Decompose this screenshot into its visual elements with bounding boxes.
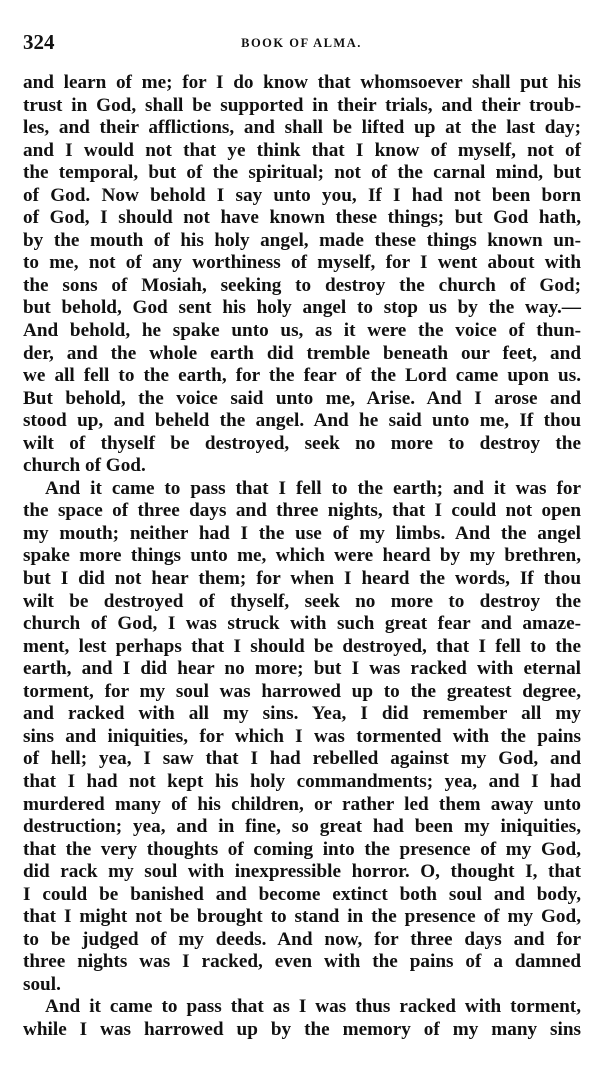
text-line: and learn of me; for I do know that whomsoever shall put his bbox=[23, 72, 581, 93]
text-line: der, and the whole earth did tremble beneath our feet, and bbox=[23, 342, 581, 364]
text-line: the sons of Mosiah, seeking to destroy the church of God; bbox=[23, 274, 581, 296]
text-line: spake more things unto me, which were heard by my brethren, bbox=[23, 545, 581, 567]
text-line: by the mouth of his holy angel, made these things known un- bbox=[23, 229, 581, 251]
text-line: church of God. bbox=[23, 455, 146, 477]
text-line: wilt be destroyed of thyself, seek no more to destroy the bbox=[23, 590, 581, 612]
text-line: ment, lest perhaps that I should be destroyed, that I fell to the bbox=[23, 635, 581, 657]
text-line: les, and their afflictions, and shall be lifted up at the last day; bbox=[23, 117, 581, 139]
text-line: wilt of thyself be destroyed, seek no more to destroy the bbox=[23, 432, 581, 454]
text-line: and racked with all my sins. Yea, I did remember all my bbox=[23, 703, 581, 725]
page-header bbox=[23, 30, 580, 54]
text-line: while I was harrowed up by the memory of my many sins bbox=[23, 1018, 581, 1040]
text-line: but behold, God sent his holy angel to stop us by the way.— bbox=[23, 297, 581, 319]
text-line: we all fell to the earth, for the fear of the Lord came upon us. bbox=[23, 365, 581, 387]
text-line: But behold, the voice said unto me, Arise. And I arose and bbox=[23, 387, 581, 409]
text-line: but I did not hear them; for when I heard the words, If thou bbox=[23, 568, 581, 590]
text-line: three nights was I racked, even with the pains of a damned bbox=[23, 951, 581, 973]
text-line: that I might not be brought to stand in the presence of my God, bbox=[23, 906, 581, 928]
text-line: torment, for my soul was harrowed up to the greatest degree, bbox=[23, 680, 581, 702]
text-line: I could be banished and become extinct both soul and body, bbox=[23, 883, 581, 905]
text-line: And it came to pass that I fell to the earth; and it was for bbox=[45, 477, 581, 499]
text-line: of God, I should not have known these things; but God hath, bbox=[23, 207, 581, 229]
text-line: did rack my soul with inexpressible horror. O, thought I, that bbox=[23, 861, 581, 883]
text-line: that I had not kept his holy commandments; yea, and I had bbox=[23, 770, 581, 792]
page-number: 324 bbox=[23, 30, 55, 54]
text-line: of hell; yea, I saw that I had rebelled against my God, and bbox=[23, 748, 581, 770]
text-line: stood up, and beheld the angel. And he said unto me, If thou bbox=[23, 410, 581, 432]
text-line: trust in God, shall be supported in their trials, and their troub- bbox=[23, 94, 581, 116]
text-line: murdered many of his children, or rather led them away unto bbox=[23, 793, 581, 815]
running-title: BOOK OF ALMA. bbox=[241, 36, 362, 50]
text-line: church of God, I was struck with such great fear and amaze- bbox=[23, 613, 581, 635]
text-line: and I would not that ye think that I know of myself, not of bbox=[23, 139, 581, 161]
text-line: to me, not of any worthiness of myself, for I went about with bbox=[23, 252, 581, 274]
text-line: sins and iniquities, for which I was tormented with the pains bbox=[23, 725, 581, 747]
text-line: the space of three days and three nights, that I could not open bbox=[23, 500, 581, 522]
text-line: earth, and I did hear no more; but I was racked with eternal bbox=[23, 658, 581, 680]
text-line: my mouth; neither had I the use of my limbs. And the angel bbox=[23, 522, 581, 544]
text-line: destruction; yea, and in fine, so great had been my iniquities, bbox=[23, 816, 581, 838]
text-line: the temporal, but of the spiritual; not of the carnal mind, but bbox=[23, 162, 581, 184]
text-line: of God. Now behold I say unto you, If I had not been born bbox=[23, 184, 581, 206]
text-line: soul. bbox=[23, 973, 61, 995]
page-body-text bbox=[23, 72, 581, 1042]
text-line: And it came to pass that as I was thus racked with torment, bbox=[45, 996, 581, 1018]
text-line: to be judged of my deeds. And now, for three days and for bbox=[23, 928, 581, 950]
text-line: And behold, he spake unto us, as it were the voice of thun- bbox=[23, 320, 581, 342]
text-line: that the very thoughts of coming into the presence of my God, bbox=[23, 838, 581, 860]
